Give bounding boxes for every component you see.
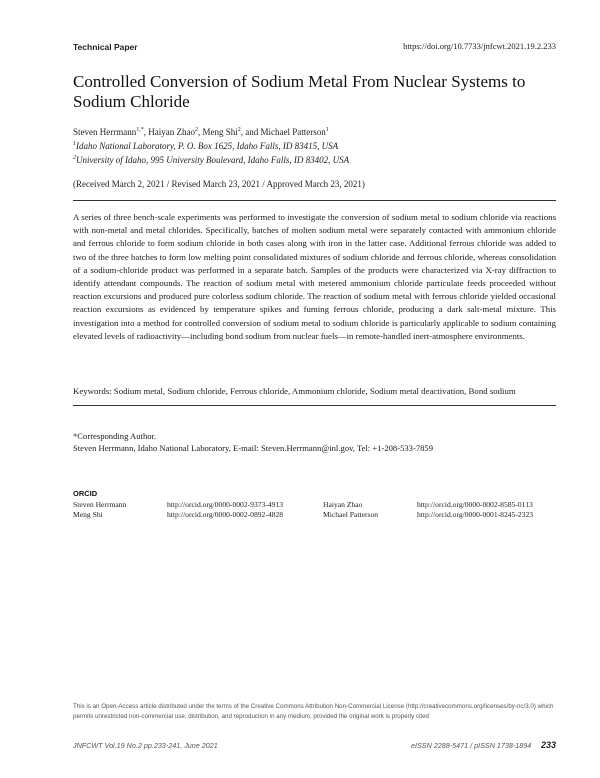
divider-top [73, 200, 556, 201]
orcid-link[interactable]: http://orcid.org/0000-0001-8245-2323 [417, 510, 534, 519]
orcid-name: Meng Shi [73, 510, 103, 519]
divider-bottom [73, 405, 556, 406]
issn: eISSN 2288-5471 / pISSN 1738-1894 [411, 741, 532, 750]
abstract: A series of three bench-scale experiments was performed to investigate the conversion of sodium metal to sodium chloride via reactions with non-metal and metal chlorides. Specifically, batches of molten sodium metal were separately contacted with ammonium chloride and ferrous chloride to form sodium chloride in both cases along with iron in the latter case. Additional ferrous chloride was added to two of the three batches to form low melting point consolidated mixtures of sodium chloride and ferrous chloride, whereas consolidation of a sodium-chloride product was performed in a separate batch. Samples of the products were characterized via X-ray diffraction to identify attendant compounds. The reaction of sodium metal with metered ammonium chloride particulate feeds proceeded without reaction excursions and produced pure colorless sodium chloride. The reaction of sodium metal with ferrous chloride yielded occasional reaction excursions as evidenced by temperature spikes and fuming ferrous chloride, producing a dark salt-metal mixture. This investigation into a method for controlled conversion of sodium metal to sodium chloride is particularly applicable to sodium containing elevated levels of radioactivity—including bond sodium from nuclear fuels—in remote-handled inert-atmosphere environments. [73, 212, 556, 341]
submission-dates: (Received March 2, 2021 / Revised March 23, 2021 / Approved March 23, 2021) [73, 179, 365, 189]
affiliation-2-sup: 2 [73, 155, 76, 161]
paper-title: Controlled Conversion of Sodium Metal From Nuclear Systems to Sodium Chloride [73, 72, 526, 111]
orcid-name: Michael Patterson [323, 510, 379, 519]
keywords: Keywords: Sodium metal, Sodium chloride, Ferrous chloride, Ammonium chloride, Sodium metal deactivation, Bond sodium [73, 386, 516, 396]
orcid-heading: ORCID [73, 489, 98, 498]
author-2-sup: 2 [194, 127, 198, 133]
affiliation-1-sup: 1 [73, 141, 76, 147]
license-notice: This is an Open-Access article distributed under the terms of the Creative Commons Attribution Non-Commercial License (http://creativecommons.org/licenses/by-nc/3.0) which permits unrestricted non-commercial use, distribution, and reproduction in any medium, provided the original work is properly cited [73, 703, 554, 720]
author-4: , and Michael Patterson [240, 127, 326, 137]
doi-link[interactable]: https://doi.org/10.7733/jnfcwt.2021.19.2.233 [403, 41, 556, 51]
page-number: 233 [541, 740, 557, 750]
corresponding-details: Steven Herrmann, Idaho National Laboratory, E-mail: Steven.Herrmann@inl.gov, Tel: +1-208-533-7859 [73, 443, 434, 453]
author-2: , Haiyan Zhao [143, 127, 195, 137]
author-1-sup: 1,* [136, 127, 144, 133]
orcid-name: Haiyan Zhao [323, 500, 363, 509]
orcid-name: Steven Herrmann [73, 500, 127, 509]
orcid-link[interactable]: http://orcid.org/0000-0002-9373-4913 [167, 500, 284, 509]
author-3: , Meng Shi [197, 127, 238, 137]
affiliation-1 [73, 138, 338, 153]
author-4-sup: 1 [325, 127, 329, 133]
author-list [73, 124, 329, 139]
affiliation-1-text: Idaho National Laboratory, P. O. Box 1625, Idaho Falls, ID 83415, USA [76, 141, 339, 151]
corresponding-label: *Corresponding Author. [73, 431, 157, 441]
orcid-link[interactable]: http://orcid.org/0000-0002-8585-0113 [417, 500, 533, 509]
author-1: Steven Herrmann [73, 127, 137, 137]
author-3-sup: 2 [237, 127, 241, 133]
journal-citation: JNFCWT Vol.19 No.2 pp.233-241, June 2021 [73, 741, 218, 750]
orcid-link[interactable]: http://orcid.org/0000-0002-0892-4828 [167, 510, 284, 519]
affiliation-2 [73, 152, 349, 167]
affiliation-2-text: University of Idaho, 995 University Boulevard, Idaho Falls, ID 83402, USA [76, 155, 350, 165]
section-label: Technical Paper [73, 42, 138, 52]
